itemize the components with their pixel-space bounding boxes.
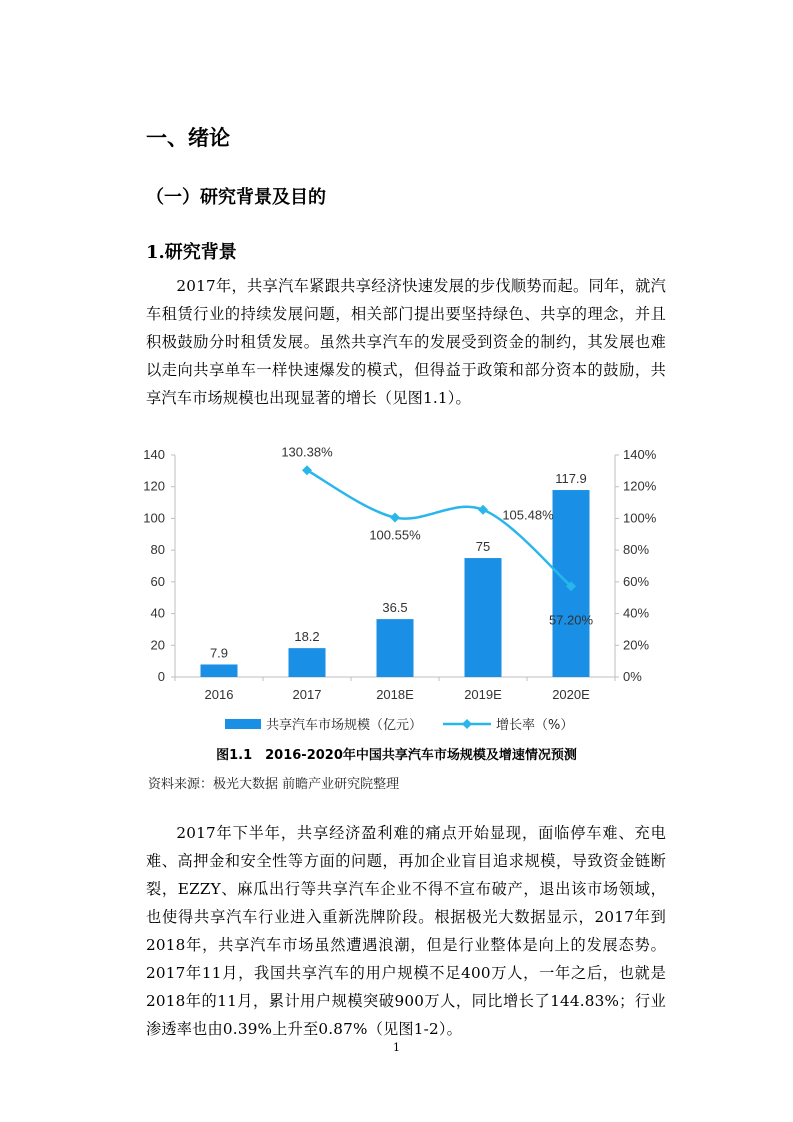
y2-tick-label: 60% [623,573,650,589]
x-tick-label: 2020E [552,687,590,702]
x-tick-label: 2018E [376,687,414,702]
bar-value-label: 18.2 [294,629,320,645]
y2-tick-label: 20% [623,637,650,653]
y-tick-label: 60 [150,573,165,589]
section-heading: （一）研究背景及目的 [146,187,326,208]
y2-tick-label: 0% [623,669,642,684]
growth-point-2018E [390,513,400,523]
y2-tick-label: 140% [623,447,657,462]
growth-value-label: 100.55% [369,527,421,543]
y-tick-label: 20 [150,637,165,653]
growth-value-label: 130.38% [281,444,333,460]
bar-value-label: 117.9 [555,471,587,487]
bar-value-label: 75 [475,539,491,555]
y-tick-label: 120 [143,478,165,494]
figure-source: 资料来源：极光大数据 前瞻产业研究院整理 [148,777,400,792]
y2-tick-label: 120% [623,478,657,494]
y2-tick-label: 100% [623,510,657,526]
y2-tick-label: 80% [623,542,650,558]
growth-point-2017 [302,465,312,475]
y-tick-label: 140 [143,447,165,462]
bar-value-label: 7.9 [209,645,229,661]
paragraph-background: 2017年，共享汽车紧跟共享经济快速发展的步伐顺势而起。同年，就汽车租赁行业的持续发展问题，相关部门提出要坚持绿色、共享的理念，并且积极鼓励分时租赁发展。虽然共享汽车的发展受到资金的制约，其发展也难以走向共享单车一样快速爆发的模式，但得益于政策和部分资本的鼓励，共享汽车市场规模也出现显著的增长（见图1.1）。 [146,277,666,407]
page-number: 1 [393,1041,400,1054]
subsection-heading: 1.研究背景 [146,242,237,263]
growth-point-2019E [478,505,488,515]
chapter-heading: 一、绪论 [146,126,230,150]
y-tick-label: 100 [143,510,165,526]
y-tick-label: 80 [150,542,165,558]
growth-value-label: 105.48% [502,507,554,523]
bar-2019E [465,558,502,677]
bar-2018E [377,619,414,677]
x-tick-label: 2019E [464,687,502,702]
market-size-chart [120,440,680,740]
chart-growth-line [302,465,576,591]
bar-2017 [289,648,326,677]
legend-marker-growth [462,719,472,729]
figure-caption: 图1.1 2016-2020年中国共享汽车市场规模及增速情况预测 [216,748,577,763]
paragraph-user-scale: 2017年下半年，共享经济盈利难的痛点开始显现，面临停车难、充电难、高押金和安全性等方面的问题，再加企业盲目追求规模，导致资金链断裂，EZZY、麻瓜出行等共享汽车企业不得不宣布破产，退出该市场领域，也使得共享汽车行业进入重新洗牌阶段。根据极光大数据显示，2017年到2018年，共享汽车市场虽然遭遇浪潮，但是行业整体是向上的发展态势。2017年11月，我国共享汽车的用户规模不足400万人，一年之后，也就是2018年的11月，累计用户规模突破900万人，同比增长了144.83%；行业渗透率也由0.39%上升至0.87%（见图1-2）。 [146,824,666,1038]
growth-line-path [307,470,571,586]
x-tick-label: 2016 [204,687,234,702]
y-tick-label: 40 [150,605,165,621]
growth-value-label: 57.20% [548,612,594,628]
legend-swatch-bar [225,719,261,729]
bar-2016 [201,664,238,677]
legend-label-growth-rate: 增长率（%） [496,718,574,733]
legend-label-market-size: 共享汽车市场规模（亿元） [266,718,423,733]
chart-legend [225,717,573,733]
y-tick-label: 0 [157,669,165,684]
y2-tick-label: 40% [623,605,650,621]
x-tick-label: 2017 [292,687,322,702]
bar-value-label: 36.5 [382,600,408,616]
